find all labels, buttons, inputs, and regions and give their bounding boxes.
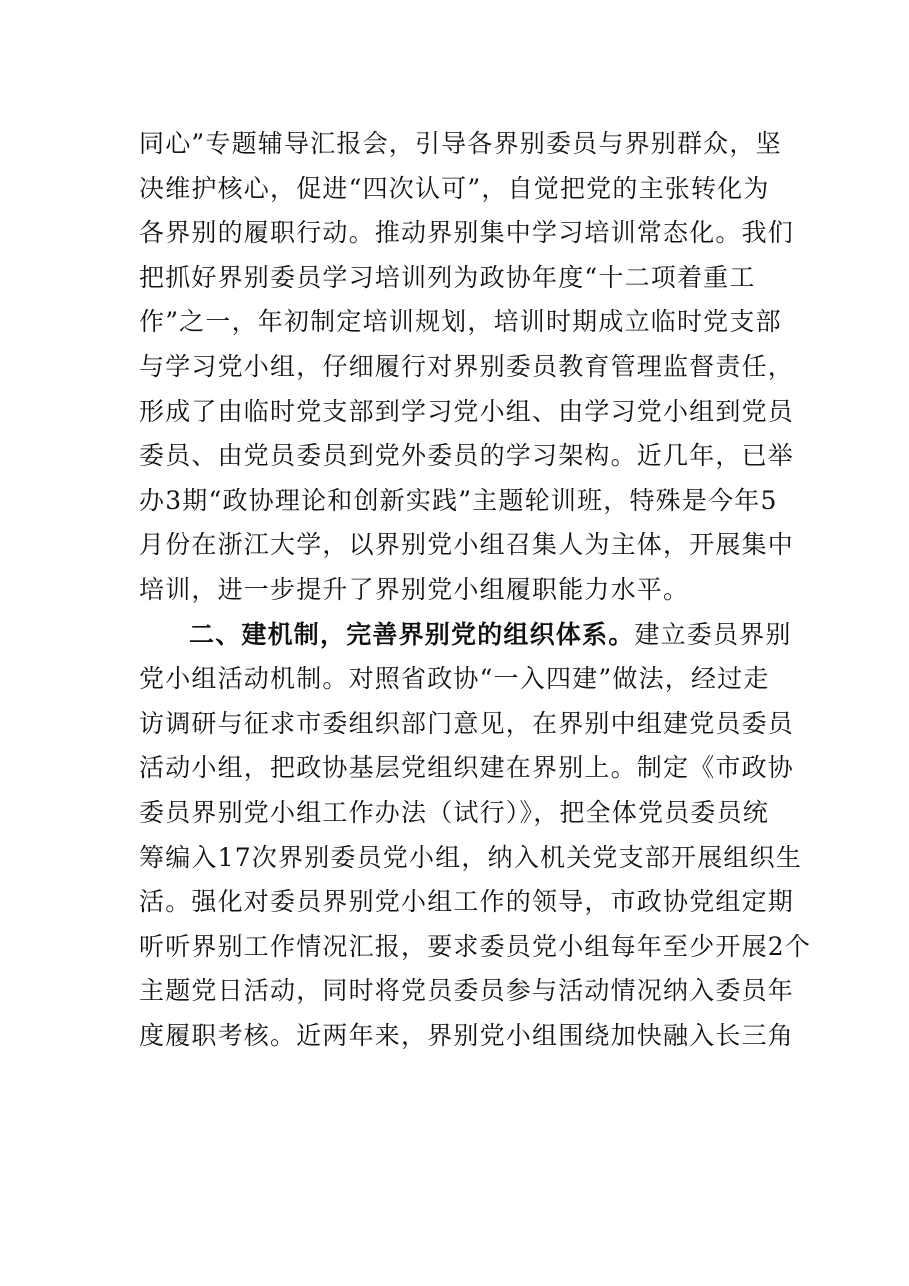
text-line: 各界别的履职行动。推动界别集中学习培训常态化。我们 xyxy=(139,218,795,248)
text-line: 同心”专题辅导汇报会，引导各界别委员与界别群众，坚 xyxy=(139,129,782,158)
text-line: 培训，进一步提升了界别党小组履职能力水平。 xyxy=(139,574,690,604)
text-line: 活。强化对委员界别党小组工作的领导，市政协党组定期 xyxy=(139,887,795,917)
text-line: 筹编入17次界别委员党小组，纳入机关党支部开展组织生 xyxy=(139,842,803,872)
text-line: 与学习党小组，仔细履行对界别委员教育管理监督责任， xyxy=(139,351,795,381)
body-text xyxy=(139,122,812,1058)
text-line: 委员、由党员委员到党外委员的学习架构。近几年，已举 xyxy=(139,441,795,471)
text-line: 作”之一，年初制定培训规划，培训时期成立临时党支部 xyxy=(139,307,782,337)
text-line: 度履职考核。近两年来，界别党小组围绕加快融入长三角 xyxy=(139,1020,795,1050)
text-line: 决维护核心，促进“四次认可”，自觉把党的主张转化为 xyxy=(139,173,770,203)
text-line: 活动小组，把政协基层党组织建在界别上。制定《市政协 xyxy=(139,753,795,783)
text-line: 听听界别工作情况汇报，要求委员党小组每年至少开展2个 xyxy=(139,931,812,961)
text-line: 党小组活动机制。对照省政协“一入四建”做法，经过走 xyxy=(139,664,770,694)
text-line: 访调研与征求市委组织部门意见，在界别中组建党员委员 xyxy=(139,708,795,738)
section-heading: 二、建机制，完善界别党的组织体系。 xyxy=(189,619,635,649)
section-heading-continuation: 建立委员界别 xyxy=(634,619,792,649)
text-line: 月份在浙江大学，以界别党小组召集人为主体，开展集中 xyxy=(139,530,795,560)
text-line: 办3期“政协理论和创新实践”主题轮训班，特殊是今年5 xyxy=(139,485,778,515)
section-heading-line xyxy=(139,613,792,658)
text-line: 委员界别党小组工作办法（试行）》，把全体党员委员统 xyxy=(139,797,770,827)
text-line: 主题党日活动，同时将党员委员参与活动情况纳入委员年 xyxy=(139,976,795,1006)
text-line: 形成了由临时党支部到学习党小组、由学习党小组到党员 xyxy=(139,396,795,426)
text-line: 把抓好界别委员学习培训列为政协年度“十二项着重工 xyxy=(139,262,756,292)
